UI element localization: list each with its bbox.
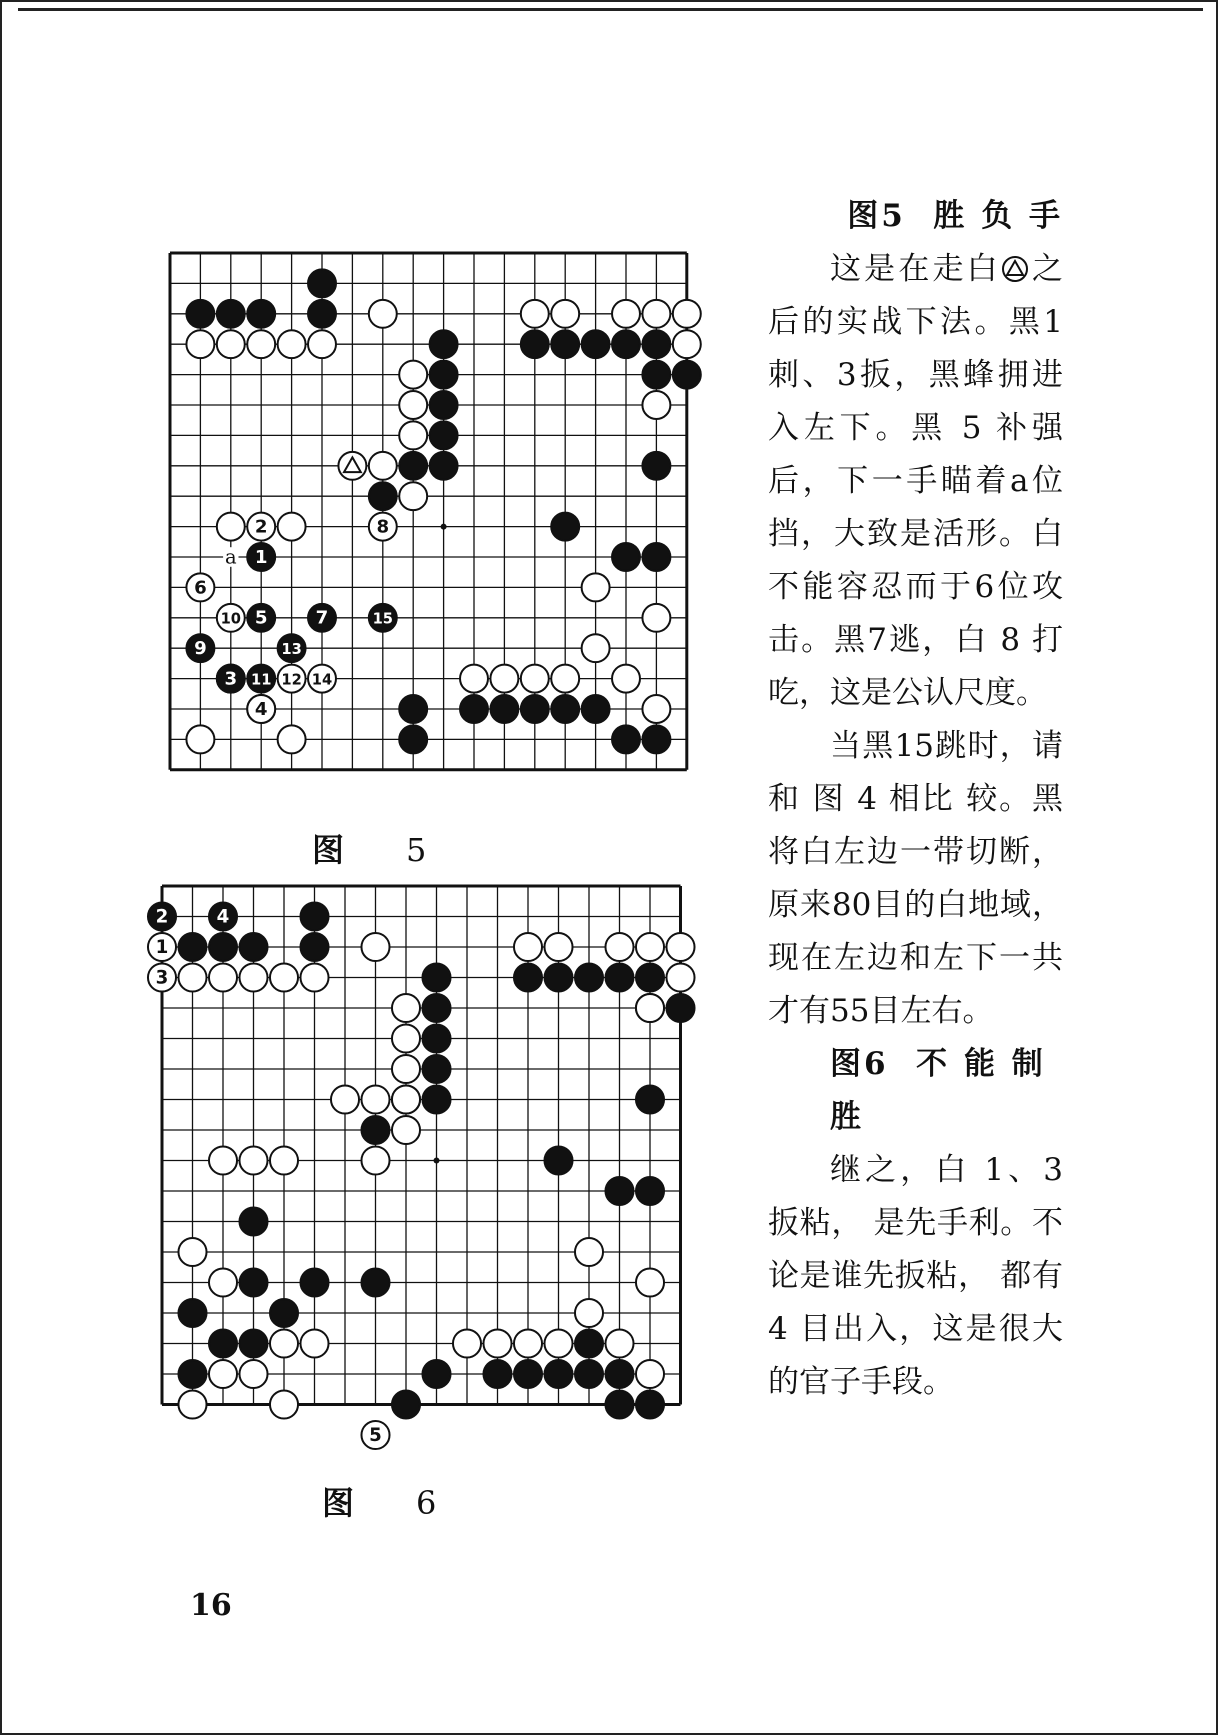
black-stone — [612, 543, 640, 571]
black-stone — [575, 963, 603, 991]
white-stone — [361, 933, 389, 961]
white-stone — [514, 1329, 542, 1357]
black-stone — [392, 1390, 420, 1418]
white-stone — [642, 604, 670, 632]
white-stone — [270, 1390, 298, 1418]
white-stone — [521, 300, 549, 328]
white-stone — [247, 330, 275, 358]
black-stone — [544, 1360, 572, 1388]
black-stone — [239, 1329, 267, 1357]
black-stone — [399, 452, 427, 480]
white-stone — [278, 513, 306, 541]
white-stone — [278, 725, 306, 753]
stone-move-number: 3 — [224, 668, 238, 690]
white-stone — [673, 330, 701, 358]
top-rule — [18, 8, 1203, 11]
black-stone — [605, 1360, 633, 1388]
white-stone — [270, 1329, 298, 1357]
stone-move-number: 1 — [155, 936, 169, 958]
black-stone — [666, 994, 694, 1022]
figure-6-heading-label: 图6 — [830, 1046, 889, 1082]
black-stone — [575, 1329, 603, 1357]
star-point — [441, 524, 447, 530]
black-stone — [430, 330, 458, 358]
white-stone — [521, 665, 549, 693]
white-stone — [186, 330, 214, 358]
black-stone — [673, 361, 701, 389]
stone-move-number: 4 — [254, 698, 268, 720]
black-stone — [642, 543, 670, 571]
white-stone — [490, 665, 518, 693]
black-stone — [178, 1360, 206, 1388]
white-stone — [270, 1146, 298, 1174]
figure-5-heading-title: 胜 负 手 — [933, 198, 1063, 234]
black-stone — [422, 1024, 450, 1052]
white-stone — [178, 1390, 206, 1418]
board-letter-label: a — [224, 545, 237, 569]
black-stone — [270, 1299, 298, 1327]
figure-6-heading — [768, 1038, 1063, 1144]
white-stone — [278, 330, 306, 358]
stone-move-number: 6 — [194, 577, 207, 599]
black-stone — [544, 1146, 572, 1174]
black-stone — [551, 695, 579, 723]
white-stone — [186, 725, 214, 753]
black-stone — [605, 963, 633, 991]
stone-move-number: 12 — [281, 671, 302, 689]
black-stone — [521, 695, 549, 723]
white-stone — [392, 1055, 420, 1083]
black-stone — [422, 1085, 450, 1113]
white-stone — [483, 1329, 511, 1357]
black-stone — [575, 1360, 603, 1388]
stone-move-number: 15 — [372, 610, 394, 628]
white-stone — [399, 391, 427, 419]
white-stone — [399, 361, 427, 389]
black-stone — [430, 452, 458, 480]
white-stone — [331, 1085, 359, 1113]
figure-6-heading-title: 不 能 制 胜 — [830, 1046, 1046, 1135]
white-stone — [392, 994, 420, 1022]
black-stone — [422, 1055, 450, 1083]
black-stone — [239, 1207, 267, 1235]
black-stone — [514, 1360, 542, 1388]
white-stone — [209, 1268, 237, 1296]
black-stone — [605, 1390, 633, 1418]
stone-move-number: 5 — [369, 1424, 382, 1446]
black-stone — [369, 482, 397, 510]
black-stone — [422, 963, 450, 991]
white-stone — [308, 330, 336, 358]
white-stone — [361, 1146, 389, 1174]
figure-5-number: 5 — [406, 831, 429, 869]
board-grid — [162, 886, 681, 1405]
white-stone — [369, 452, 397, 480]
white-stone — [392, 1116, 420, 1144]
figure-6-caption — [322, 1478, 438, 1524]
black-stone — [209, 933, 237, 961]
white-stone — [612, 300, 640, 328]
black-stone — [514, 963, 542, 991]
black-stone — [483, 1360, 511, 1388]
stone-move-number: 2 — [155, 906, 169, 928]
black-stone — [490, 695, 518, 723]
black-stone — [582, 330, 610, 358]
white-stone — [642, 695, 670, 723]
black-stone — [217, 300, 245, 328]
figure-5-paragraph-1 — [768, 243, 1063, 720]
black-stone — [399, 725, 427, 753]
white-stone — [178, 1238, 206, 1266]
commentary-column — [768, 190, 1063, 1409]
white-stone — [239, 963, 267, 991]
white-stone — [666, 963, 694, 991]
black-stone — [544, 963, 572, 991]
stone-move-number: 4 — [216, 906, 230, 928]
black-stone — [612, 330, 640, 358]
white-stone — [612, 665, 640, 693]
stone-move-number: 2 — [254, 516, 268, 538]
black-stone — [521, 330, 549, 358]
white-stone — [514, 933, 542, 961]
black-stone — [178, 933, 206, 961]
white-stone — [209, 1360, 237, 1388]
stone-move-number: 14 — [311, 671, 333, 689]
black-stone — [239, 933, 267, 961]
stone-move-number: 10 — [220, 610, 242, 628]
black-stone — [612, 725, 640, 753]
black-stone — [422, 994, 450, 1022]
black-stone — [186, 300, 214, 328]
go-diagram-figure-6 — [155, 882, 714, 1446]
black-stone — [300, 1268, 328, 1296]
white-stone — [605, 1329, 633, 1357]
black-stone — [642, 361, 670, 389]
white-stone — [361, 1085, 389, 1113]
stone-move-number: 1 — [254, 546, 268, 568]
white-stone — [178, 963, 206, 991]
white-stone — [636, 933, 664, 961]
black-stone — [308, 269, 336, 297]
white-stone — [636, 994, 664, 1022]
white-stone — [666, 933, 694, 961]
white-stone — [239, 1146, 267, 1174]
black-stone — [636, 1390, 664, 1418]
white-stone — [399, 421, 427, 449]
white-stone — [544, 933, 572, 961]
white-stone — [605, 933, 633, 961]
white-stone — [217, 330, 245, 358]
black-stone — [308, 300, 336, 328]
white-stone — [575, 1299, 603, 1327]
black-stone — [422, 1360, 450, 1388]
white-stone — [582, 573, 610, 601]
white-stone — [642, 391, 670, 419]
white-stone — [239, 1360, 267, 1388]
figure-5-label: 图 — [312, 831, 347, 869]
stone-move-number: 11 — [250, 671, 272, 689]
stone-move-number: 7 — [315, 607, 329, 629]
white-stone — [551, 300, 579, 328]
black-stone — [551, 513, 579, 541]
white-stone — [217, 513, 245, 541]
figure-5-caption — [312, 825, 428, 871]
white-stone — [551, 665, 579, 693]
board-grid — [170, 253, 687, 770]
figure-6-label: 图 — [322, 1484, 357, 1522]
black-stone — [551, 330, 579, 358]
stone-move-number: 5 — [254, 607, 268, 629]
stone-move-number: 8 — [376, 516, 390, 538]
black-stone — [300, 933, 328, 961]
figure-5-heading-label: 图5 — [847, 198, 906, 234]
white-stone — [575, 1238, 603, 1266]
black-stone — [430, 361, 458, 389]
white-stone — [453, 1329, 481, 1357]
black-stone — [430, 391, 458, 419]
black-stone — [247, 300, 275, 328]
star-point — [434, 1158, 440, 1164]
stone-move-number: 13 — [281, 641, 302, 659]
white-triangle-stone-icon — [1001, 255, 1029, 283]
white-stone — [392, 1085, 420, 1113]
black-stone — [605, 1177, 633, 1205]
white-stone — [300, 1329, 328, 1357]
white-stone — [399, 482, 427, 510]
go-diagram-figure-5 — [167, 250, 717, 810]
stone-move-number: 9 — [194, 638, 207, 660]
black-stone — [430, 421, 458, 449]
white-stone — [636, 1268, 664, 1296]
figure-5-paragraph-2: 当黑15跳时，请和 图 4 相比 较。黑将白左边一带切断，原来80目的白地域，现在左边和左下一共才有55目左右。 — [768, 728, 1063, 1029]
white-stone — [544, 1329, 572, 1357]
figure-5-paragraph-1-start: 这是在走白 — [830, 251, 1001, 287]
white-stone — [209, 1146, 237, 1174]
white-stone — [270, 963, 298, 991]
black-stone — [399, 695, 427, 723]
black-stone — [636, 1085, 664, 1113]
black-stone — [642, 452, 670, 480]
black-stone — [361, 1116, 389, 1144]
black-stone — [460, 695, 488, 723]
white-stone — [642, 300, 670, 328]
white-stone — [636, 1360, 664, 1388]
black-stone — [300, 902, 328, 930]
black-stone — [636, 963, 664, 991]
figure-5-paragraph-1-rest: 之后的实战下法。黑1刺、3扳，黑蜂拥进入左下。黑 5 补强后，下一手瞄着a位挡，大致是活形。白不能容忍而于6位攻击。黑7逃，白 8 打吃，这是公认尺度。 — [768, 251, 1064, 711]
white-stone — [582, 634, 610, 662]
stone-move-number: 3 — [155, 967, 169, 989]
black-stone — [239, 1268, 267, 1296]
white-stone — [369, 300, 397, 328]
page-number: 16 — [190, 1588, 232, 1623]
black-stone — [178, 1299, 206, 1327]
figure-6-paragraph-1: 继之，白 1、3 扳粘， 是先手利。不论是谁先扳粘， 都有 4 目出入，这是很大的官子手段。 — [768, 1152, 1063, 1400]
white-stone — [673, 300, 701, 328]
white-stone — [460, 665, 488, 693]
black-stone — [642, 725, 670, 753]
black-stone — [209, 1329, 237, 1357]
white-stone — [392, 1024, 420, 1052]
black-stone — [361, 1268, 389, 1296]
white-stone — [300, 963, 328, 991]
white-stone — [209, 963, 237, 991]
figure-5-heading — [768, 190, 1063, 243]
black-stone — [582, 695, 610, 723]
figure-6-number: 6 — [416, 1484, 439, 1522]
black-stone — [636, 1177, 664, 1205]
black-stone — [642, 330, 670, 358]
